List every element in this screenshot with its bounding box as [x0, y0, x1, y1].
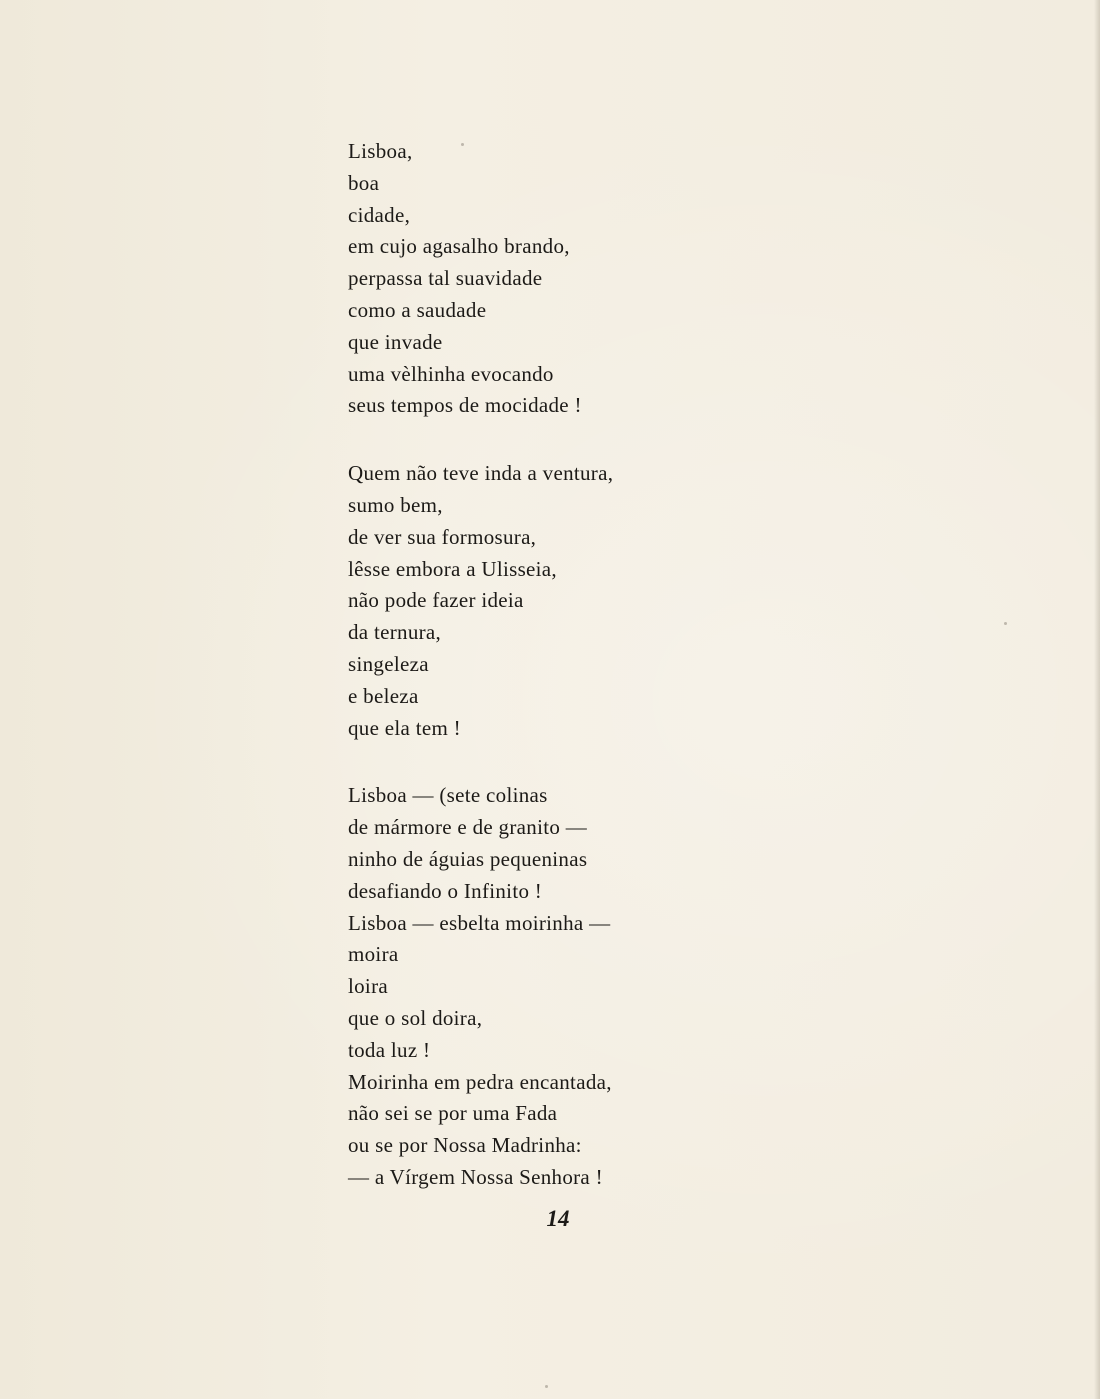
poem-line: que invade: [348, 329, 443, 354]
poem-line: Lisboa — (sete colinas: [348, 783, 548, 808]
poem-line: perpassa tal suavidade: [348, 266, 543, 291]
stanza-3: [348, 780, 868, 1193]
poem-line: moira: [348, 942, 399, 967]
poem-line: loira: [348, 974, 388, 999]
poem-line: não sei se por uma Fada: [348, 1101, 558, 1126]
poem-line: Lisboa,: [348, 139, 413, 163]
poem-line: que o sol doira,: [348, 1005, 483, 1030]
page-number: 14: [546, 1206, 570, 1231]
page-edge-shadow: [1094, 0, 1100, 1399]
poem-line: não pode fazer ideia: [348, 588, 524, 613]
poem-line: como a saudade: [348, 297, 487, 322]
stanza-1: [348, 136, 868, 422]
poem-line: Quem não teve inda a ventura,: [348, 461, 614, 486]
poem-line: singeleza: [348, 651, 429, 676]
poem-line: e beleza: [348, 683, 419, 708]
stanza-2: [348, 458, 868, 744]
poem-line: sumo bem,: [348, 492, 443, 517]
poem-line: em cujo agasalho brando,: [348, 234, 570, 259]
poem-line: de mármore e de granito —: [348, 815, 587, 840]
poem-line: da ternura,: [348, 620, 442, 645]
poem-line: ou se por Nossa Madrinha:: [348, 1133, 582, 1158]
paper-speck: [545, 1385, 548, 1388]
poem-line: seus tempos de mocidade !: [348, 393, 582, 418]
poem-line: cidade,: [348, 202, 411, 227]
poem-line: — a Vírgem Nossa Senhora !: [348, 1164, 603, 1189]
poem-line: de ver sua formosura,: [348, 524, 537, 549]
poem-line: uma vèlhinha evocando: [348, 361, 554, 386]
poem-line: Moirinha em pedra encantada,: [348, 1069, 612, 1094]
paper-speck: [1004, 622, 1007, 625]
poem-line: Lisboa — esbelta moirinha —: [348, 910, 611, 935]
poem-line: ninho de águias pequeninas: [348, 846, 588, 871]
poem-line: toda luz !: [348, 1037, 431, 1062]
poem-line: desafiando o Infinito !: [348, 878, 543, 903]
poem-line: que ela tem !: [348, 715, 461, 740]
poem-line: lêsse embora a Ulisseia,: [348, 556, 557, 581]
poem: [348, 136, 868, 1230]
poem-line: boa: [348, 170, 380, 195]
